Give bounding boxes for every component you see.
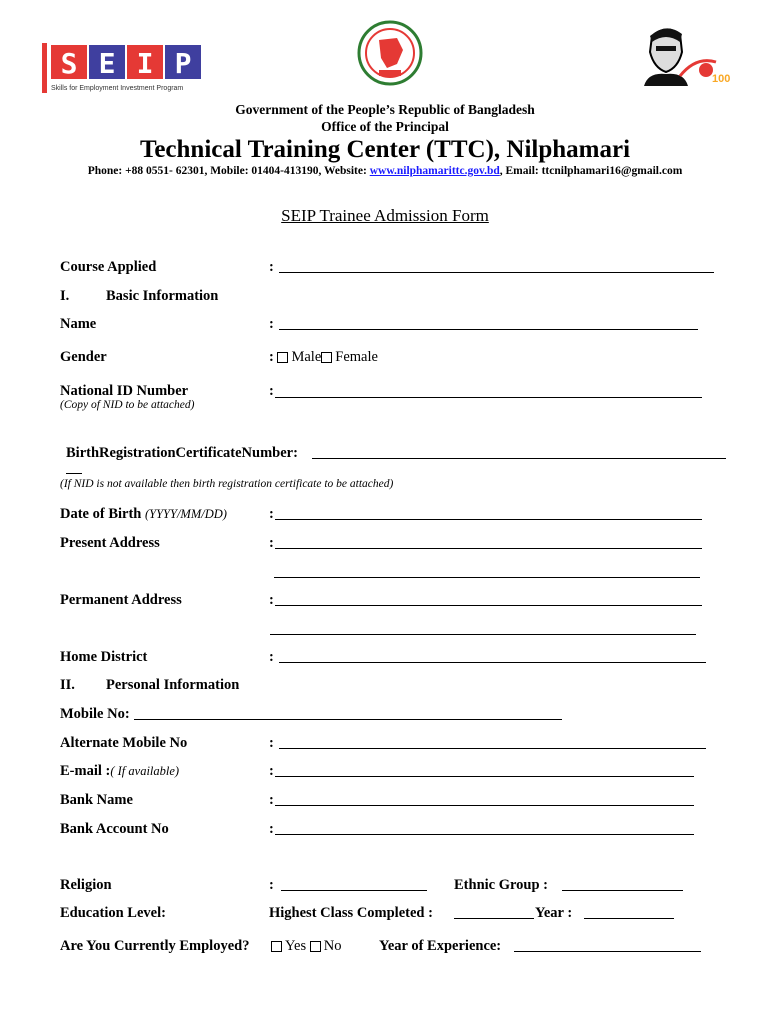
section-number: I. (60, 288, 70, 304)
colon: : (269, 735, 274, 751)
highest-class-field[interactable] (454, 918, 534, 919)
contact-line (0, 165, 770, 177)
alt-mobile-label: Alternate Mobile No (60, 735, 188, 751)
colon: : (269, 792, 274, 808)
colon: : (269, 821, 274, 837)
name-field[interactable] (279, 329, 698, 330)
svg-text:E: E (98, 47, 116, 80)
bank-account-field[interactable] (275, 834, 694, 835)
nid-note: (Copy of NID to be attached) (60, 399, 195, 411)
year-field[interactable] (584, 918, 674, 919)
colon: : (269, 877, 274, 893)
alt-mobile-field[interactable] (279, 748, 706, 749)
institute-title: Technical Training Center (TTC), Nilphamari (139, 136, 631, 163)
dob-format: (YYYY/MM/DD) (144, 507, 227, 521)
employed-no-checkbox[interactable] (310, 941, 321, 952)
permanent-address-label: Permanent Address (60, 592, 182, 608)
birth-reg-field[interactable] (312, 458, 726, 459)
email-label (60, 763, 179, 780)
colon: : (269, 592, 274, 608)
experience-field[interactable] (514, 951, 701, 952)
ethnic-group-label: Ethnic Group : (454, 877, 549, 893)
bank-account-label: Bank Account No (60, 821, 169, 837)
male-label: Male (291, 349, 322, 365)
male-checkbox[interactable] (277, 352, 288, 363)
present-address-field-2[interactable] (274, 577, 700, 578)
permanent-address-field[interactable] (275, 605, 702, 606)
svg-text:I: I (136, 47, 154, 80)
gender-label: Gender (60, 349, 107, 365)
colon: : (269, 316, 274, 332)
email-field[interactable] (275, 776, 694, 777)
colon: : (269, 259, 274, 275)
female-checkbox[interactable] (321, 352, 332, 363)
home-district-label: Home District (60, 649, 148, 665)
bank-name-label: Bank Name (60, 792, 133, 808)
svg-text:P: P (174, 47, 192, 80)
employed-yes-checkbox[interactable] (271, 941, 282, 952)
nid-field[interactable] (275, 397, 702, 398)
mobile-label: Mobile No: (60, 706, 130, 722)
section-title: Basic Information (106, 288, 219, 304)
mujib-100-badge-icon (676, 52, 734, 84)
birth-reg-label: BirthRegistrationCertificateNumber: (66, 445, 298, 461)
dob-label (60, 506, 227, 523)
birth-reg-field-overflow (66, 473, 82, 474)
birth-reg-note: (If NID is not available then birth registration certificate to be attached) (60, 478, 394, 490)
section-title: Personal Information (106, 677, 240, 693)
svg-text:100: 100 (712, 73, 731, 84)
colon: : (269, 763, 274, 779)
ethnic-group-field[interactable] (562, 890, 683, 891)
course-applied-field[interactable] (279, 272, 714, 273)
experience-label: Year of Experience: (379, 938, 502, 954)
email-note: ( If available) (110, 764, 180, 778)
home-district-field[interactable] (279, 662, 706, 663)
year-label: Year : (535, 905, 573, 921)
colon: : (269, 535, 274, 551)
bank-name-field[interactable] (275, 805, 694, 806)
contact-suffix: , Email: ttcnilphamari16@gmail.com (499, 165, 683, 177)
female-label: Female (335, 349, 378, 365)
seip-logo (42, 43, 202, 95)
office-line: Office of the Principal (321, 119, 449, 134)
employed-options (271, 938, 341, 955)
colon: : (269, 383, 274, 399)
employed-yes-label: Yes (285, 938, 307, 954)
section-number: II. (60, 677, 75, 693)
gender-options (269, 349, 378, 366)
employed-no-label: No (323, 938, 342, 954)
permanent-address-field-2[interactable] (270, 634, 696, 635)
mobile-field[interactable] (134, 719, 562, 720)
email-text: E-mail : (60, 763, 111, 779)
course-applied-label: Course Applied (60, 259, 157, 275)
employed-label: Are You Currently Employed? (60, 938, 250, 954)
svg-text:S: S (60, 47, 78, 80)
dob-text: Date of Birth (60, 506, 145, 522)
name-label: Name (60, 316, 97, 332)
seip-tagline: Skills for Employment Investment Program (51, 85, 184, 92)
present-address-label: Present Address (60, 535, 160, 551)
colon: : (269, 349, 274, 365)
religion-field[interactable] (281, 890, 427, 891)
dob-field[interactable] (275, 519, 702, 520)
religion-label: Religion (60, 877, 112, 893)
government-seal-icon (357, 20, 423, 86)
website-link[interactable]: www.nilphamarittc.gov.bd (369, 165, 500, 177)
government-line: Government of the People’s Republic of Bangladesh (235, 102, 535, 117)
colon: : (269, 506, 274, 522)
form-title: SEIP Trainee Admission Form (281, 206, 489, 225)
education-level-label: Education Level: (60, 905, 166, 921)
contact-prefix: Phone: +88 0551- 62301, Mobile: 01404-413190, Website: (87, 165, 370, 177)
colon: : (269, 649, 274, 665)
highest-class-label: Highest Class Completed : (269, 905, 433, 921)
present-address-field[interactable] (275, 548, 702, 549)
nid-label: National ID Number (60, 383, 189, 399)
